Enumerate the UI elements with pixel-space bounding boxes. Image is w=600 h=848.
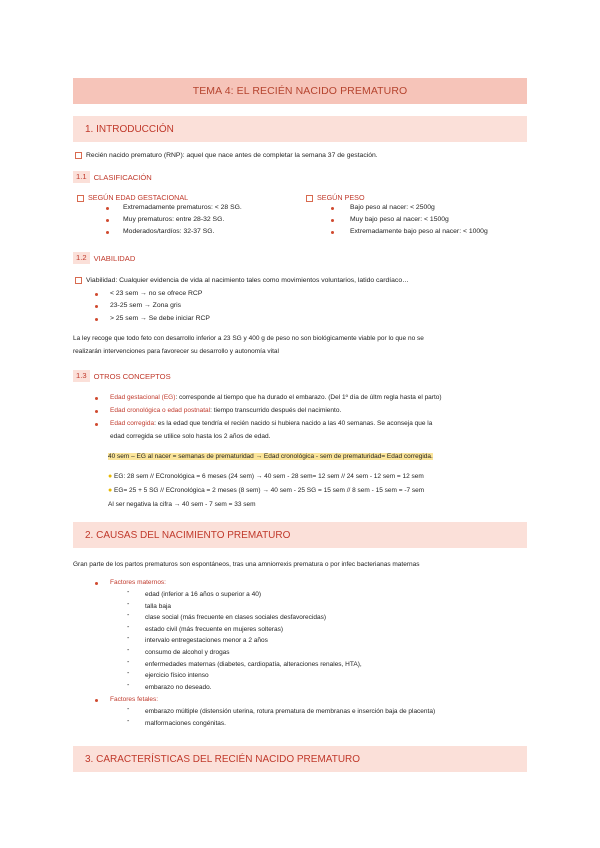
page-title: TEMA 4: EL RECIÉN NACIDO PREMATURO — [192, 85, 408, 97]
peso-heading: SEGÚN PESO — [306, 193, 365, 202]
subsection-label: OTROS CONCEPTOS — [93, 371, 171, 381]
lightbulb-icon: ● — [108, 487, 113, 494]
example-line-3: Al ser negativa la cifra → 40 sem - 7 sem = 33 sem — [108, 501, 256, 508]
list-item: edad (inferior a 16 años o superior a 40) — [145, 591, 261, 598]
subsection-clasificacion — [73, 171, 152, 183]
list-item: embarazo múltiple (distensión uterina, rotura prematura de membranas e inserción baja de placenta) — [145, 708, 436, 715]
checkbox-icon — [75, 277, 82, 284]
paragraph-line: La ley recoge que todo feto con desarrollo inferior a 23 SG y 400 g de peso no son biológicamente viable por lo que no se — [73, 335, 424, 342]
bullet-icon — [95, 318, 98, 321]
dash-icon: - — [127, 647, 130, 654]
list-item: intervalo entregestaciones menor a 2 años — [145, 637, 268, 645]
maternos-label: Factores maternos: — [110, 579, 166, 586]
concept-corregida-cont: edad corregida se utilice solo hasta los 2 años de edad. — [110, 433, 271, 440]
dash-icon: - — [127, 681, 130, 689]
bullet-icon — [95, 293, 98, 296]
subsection-otros-conceptos — [73, 370, 171, 382]
dash-icon: - — [127, 612, 130, 620]
list-item: clase social (más frecuente en clases sociales desfavorecidas) — [145, 614, 327, 622]
checkbox-icon — [75, 152, 82, 159]
section-title: 2. CAUSAS DEL NACIMIENTO PREMATURO — [85, 529, 291, 541]
dash-icon: - — [127, 635, 130, 643]
list-item: talla baja — [145, 602, 172, 610]
bullet-icon — [95, 699, 98, 702]
list-item: consumo de alcohol y drogas — [145, 649, 230, 656]
dash-icon: - — [127, 623, 130, 631]
list-item: estado civil (más frecuente en mujeres solteras) — [145, 625, 284, 633]
list-item: > 25 sem → Se debe iniciar RCP — [110, 315, 210, 322]
section-header-caracteristicas — [73, 746, 527, 772]
bullet-icon — [106, 219, 109, 222]
checkbox-icon — [306, 195, 313, 202]
list-item: Extremadamente prematuros: < 28 SG. — [123, 204, 242, 211]
paragraph-line: realizarán intervenciones para favorecer su desarrollo y autonomía vital — [73, 348, 279, 355]
bullet-icon — [106, 231, 109, 234]
subsection-label: VIABILIDAD — [93, 253, 136, 263]
bullet-icon — [95, 305, 98, 308]
list-item: ejercicio físico intenso — [145, 672, 209, 680]
dash-icon: - — [127, 589, 130, 596]
subsection-label: CLASIFICACIÓN — [93, 172, 152, 182]
list-item: Moderados/tardíos: 32-37 SG. — [123, 228, 215, 235]
list-item: Extremadamente bajo peso al nacer: < 1000g — [350, 228, 488, 235]
bullet-icon — [331, 207, 334, 210]
list-item: Bajo peso al nacer: < 2500g — [350, 204, 435, 211]
concept-cronologica: Edad cronológica o edad postnatal: tiempo transcurrido después del nacimiento. — [110, 407, 342, 414]
section-header-introduccion — [73, 116, 527, 142]
subsection-number: 1.2 — [73, 252, 90, 264]
fetales-label: Factores fetales: — [110, 696, 159, 703]
example-line-2: ● EG= 25 + 5 SG // ECronológica = 2 meses (8 sem) → 40 sem - 25 SG = 15 sem // 8 sem - 15 sem = -7 sem — [108, 487, 425, 494]
list-item: Muy prematuros: entre 28-32 SG. — [123, 216, 225, 223]
lightbulb-icon: ● — [108, 473, 113, 480]
bullet-icon — [95, 397, 98, 400]
section-header-causas — [73, 522, 527, 548]
dash-icon: - — [127, 600, 130, 608]
formula-highlight: 40 sem – EG al nacer = semanas de prematuridad → Edad cronológica - sem de prematuridad= Edad corregida. — [108, 453, 433, 460]
subsection-number: 1.3 — [73, 370, 90, 382]
list-item: malformaciones congénitas. — [145, 720, 226, 727]
bullet-icon — [95, 410, 98, 413]
rnp-definition: Recién nacido prematuro (RNP): aquel que nace antes de completar la semana 37 de gestación. — [75, 151, 378, 160]
bullet-icon — [95, 423, 98, 426]
title-banner — [73, 78, 527, 104]
dash-icon: - — [127, 706, 130, 713]
gestacional-heading: SEGÚN EDAD GESTACIONAL — [77, 193, 188, 202]
list-item: Muy bajo peso al nacer: < 1500g — [350, 216, 449, 223]
subsection-number: 1.1 — [73, 171, 90, 183]
list-item: 23-25 sem → Zona gris — [110, 302, 182, 309]
bullet-icon — [106, 207, 109, 210]
concept-eg: Edad gestacional (EG): corresponde al tiempo que ha durado el embarazo. (Del 1º día de últm regla hasta el parto) — [110, 394, 442, 401]
list-item: < 23 sem → no se ofrece RCP — [110, 290, 203, 297]
subsection-viabilidad — [73, 252, 135, 264]
causas-intro: Gran parte de los partos prematuros son espontáneos, tras una amniorrexis prematura o por infec bacterianas maternas — [73, 561, 420, 568]
dash-icon: - — [127, 718, 130, 725]
dash-icon: - — [127, 658, 130, 666]
bullet-icon — [331, 219, 334, 222]
section-title: 1. INTRODUCCIÓN — [85, 123, 174, 135]
list-item: embarazo no deseado. — [145, 683, 212, 691]
concept-corregida: Edad corregida: es la edad que tendría el recién nacido si hubiera nacido a las 40 semanas. Se aconseja que la — [110, 420, 433, 427]
viabilidad-definition: Viabilidad: Cualquier evidencia de vida al nacimiento tales como movimientos voluntarios, latido cardíaco… — [75, 276, 409, 285]
bullet-icon — [95, 582, 98, 585]
bullet-icon — [331, 231, 334, 234]
example-line-1: ● EG: 28 sem // ECronológica = 6 meses (24 sem) → 40 sem - 28 sem= 12 sem // 24 sem - 12 sem = 12 sem — [108, 473, 424, 480]
dash-icon: - — [127, 670, 130, 678]
section-title: 3. CARACTERÍSTICAS DEL RECIÉN NACIDO PREMATURO — [85, 753, 361, 765]
list-item: enfermedades maternas (diabetes, cardiopatía, alteraciones renales, HTA), — [145, 660, 362, 668]
checkbox-icon — [77, 195, 84, 202]
